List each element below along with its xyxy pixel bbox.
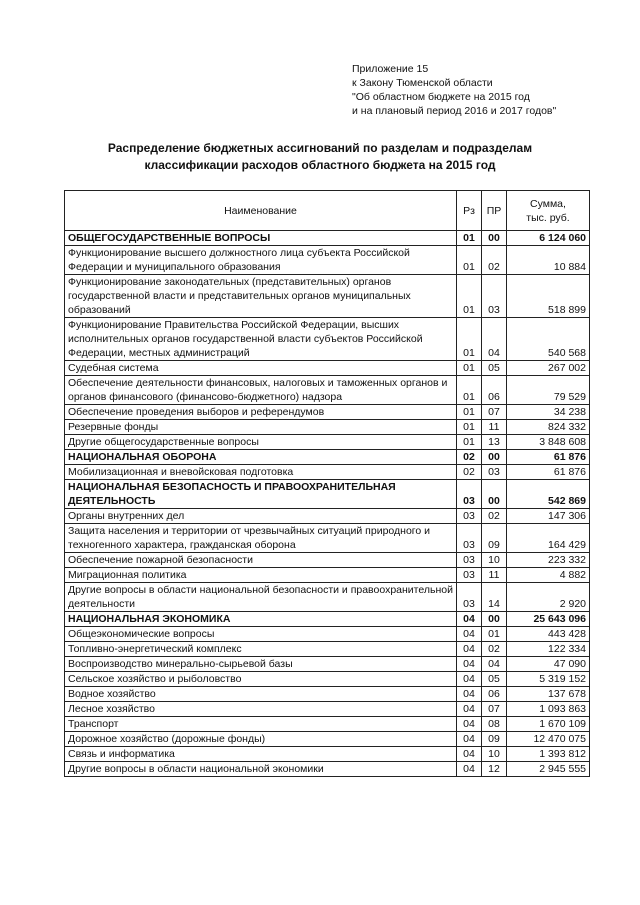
row-pr: 02 xyxy=(482,642,507,657)
row-name: Лесное хозяйство xyxy=(65,702,457,717)
table-row xyxy=(65,376,590,405)
row-rz: 04 xyxy=(457,612,482,627)
row-rz: 01 xyxy=(457,361,482,376)
row-sum: 61 876 xyxy=(507,465,590,480)
row-name: Водное хозяйство xyxy=(65,687,457,702)
table-header-row xyxy=(65,191,590,231)
appendix-line: Приложение 15 xyxy=(352,63,429,75)
row-sum: 34 238 xyxy=(507,405,590,420)
row-pr: 10 xyxy=(482,553,507,568)
table-row xyxy=(65,361,590,376)
row-sum: 12 470 075 xyxy=(507,732,590,747)
row-rz: 01 xyxy=(457,376,482,405)
row-pr: 05 xyxy=(482,672,507,687)
table-row xyxy=(65,568,590,583)
row-rz: 04 xyxy=(457,642,482,657)
row-rz: 01 xyxy=(457,275,482,318)
row-name: Защита населения и территории от чрезвычайных ситуаций природного и техногенного характера, гражданская оборона xyxy=(65,524,457,553)
row-sum: 147 306 xyxy=(507,509,590,524)
row-sum: 3 848 608 xyxy=(507,435,590,450)
table-row xyxy=(65,672,590,687)
row-sum: 2 945 555 xyxy=(507,762,590,777)
row-name: Другие общегосударственные вопросы xyxy=(65,435,457,450)
row-rz: 04 xyxy=(457,672,482,687)
row-sum: 518 899 xyxy=(507,275,590,318)
table-row xyxy=(65,246,590,275)
row-rz: 04 xyxy=(457,732,482,747)
row-name: Функционирование Правительства Российской Федерации, высших исполнительных органов государственной власти субъектов Российской Федерации, местных администраций xyxy=(65,318,457,361)
row-pr: 06 xyxy=(482,376,507,405)
row-rz: 04 xyxy=(457,687,482,702)
row-name: НАЦИОНАЛЬНАЯ ЭКОНОМИКА xyxy=(65,612,457,627)
row-sum: 10 884 xyxy=(507,246,590,275)
table-row xyxy=(65,657,590,672)
row-pr: 00 xyxy=(482,450,507,465)
row-name: Общеэкономические вопросы xyxy=(65,627,457,642)
row-name: Воспроизводство минерально-сырьевой базы xyxy=(65,657,457,672)
row-pr: 01 xyxy=(482,627,507,642)
table-row xyxy=(65,553,590,568)
table-row xyxy=(65,583,590,612)
row-pr: 02 xyxy=(482,509,507,524)
table-row xyxy=(65,275,590,318)
row-pr: 00 xyxy=(482,612,507,627)
row-pr: 04 xyxy=(482,318,507,361)
row-sum: 223 332 xyxy=(507,553,590,568)
row-name: Судебная система xyxy=(65,361,457,376)
row-name: Связь и информатика xyxy=(65,747,457,762)
row-pr: 08 xyxy=(482,717,507,732)
row-name: НАЦИОНАЛЬНАЯ ОБОРОНА xyxy=(65,450,457,465)
row-sum: 79 529 xyxy=(507,376,590,405)
header-sum xyxy=(507,191,590,231)
row-rz: 03 xyxy=(457,509,482,524)
section-row xyxy=(65,480,590,509)
row-pr: 09 xyxy=(482,524,507,553)
row-sum: 1 093 863 xyxy=(507,702,590,717)
row-rz: 04 xyxy=(457,762,482,777)
row-name: Топливно-энергетический комплекс xyxy=(65,642,457,657)
header-rz: Рз xyxy=(457,191,482,231)
row-rz: 01 xyxy=(457,435,482,450)
row-pr: 11 xyxy=(482,420,507,435)
row-name: Миграционная политика xyxy=(65,568,457,583)
row-rz: 01 xyxy=(457,318,482,361)
row-rz: 03 xyxy=(457,583,482,612)
row-pr: 10 xyxy=(482,747,507,762)
row-name: Органы внутренних дел xyxy=(65,509,457,524)
row-sum: 164 429 xyxy=(507,524,590,553)
row-pr: 07 xyxy=(482,702,507,717)
row-pr: 14 xyxy=(482,583,507,612)
row-sum: 25 643 096 xyxy=(507,612,590,627)
row-rz: 03 xyxy=(457,524,482,553)
table-row xyxy=(65,318,590,361)
appendix-line: к Закону Тюменской области xyxy=(352,77,493,89)
row-rz: 03 xyxy=(457,568,482,583)
table-row xyxy=(65,405,590,420)
row-pr: 12 xyxy=(482,762,507,777)
row-name: Функционирование законодательных (представительных) органов государственной власти и представительных органов муниципальных образований xyxy=(65,275,457,318)
header-pr: ПР xyxy=(482,191,507,231)
row-rz: 03 xyxy=(457,553,482,568)
row-rz: 02 xyxy=(457,450,482,465)
row-rz: 04 xyxy=(457,657,482,672)
table-body xyxy=(65,231,590,777)
row-pr: 13 xyxy=(482,435,507,450)
row-rz: 01 xyxy=(457,405,482,420)
table-row xyxy=(65,747,590,762)
row-rz: 04 xyxy=(457,702,482,717)
row-pr: 00 xyxy=(482,231,507,246)
section-row xyxy=(65,450,590,465)
row-pr: 02 xyxy=(482,246,507,275)
table-row xyxy=(65,465,590,480)
row-name: Транспорт xyxy=(65,717,457,732)
row-name: Дорожное хозяйство (дорожные фонды) xyxy=(65,732,457,747)
header-sum-line-1: Сумма, xyxy=(530,197,566,210)
row-sum: 4 882 xyxy=(507,568,590,583)
row-rz: 04 xyxy=(457,717,482,732)
row-pr: 07 xyxy=(482,405,507,420)
row-sum: 267 002 xyxy=(507,361,590,376)
row-name: Функционирование высшего должностного лица субъекта Российской Федерации и муниципального образования xyxy=(65,246,457,275)
appendix-line: "Об областном бюджете на 2015 год xyxy=(352,91,530,103)
row-rz: 02 xyxy=(457,465,482,480)
row-name: ОБЩЕГОСУДАРСТВЕННЫЕ ВОПРОСЫ xyxy=(65,231,457,246)
table-row xyxy=(65,627,590,642)
row-rz: 01 xyxy=(457,420,482,435)
header-sum-line-2: тыс. руб. xyxy=(526,211,570,224)
title-line-2: классификации расходов областного бюджета на 2015 год xyxy=(144,158,496,172)
row-name: Сельское хозяйство и рыболовство xyxy=(65,672,457,687)
row-pr: 04 xyxy=(482,657,507,672)
row-name: Другие вопросы в области национальной безопасности и правоохранительной деятельности xyxy=(65,583,457,612)
row-sum: 2 920 xyxy=(507,583,590,612)
row-pr: 00 xyxy=(482,480,507,509)
table-row xyxy=(65,435,590,450)
row-rz: 04 xyxy=(457,627,482,642)
document-title xyxy=(0,140,640,174)
row-sum: 824 332 xyxy=(507,420,590,435)
table-row xyxy=(65,702,590,717)
table-row xyxy=(65,732,590,747)
row-name: Резервные фонды xyxy=(65,420,457,435)
row-name: Обеспечение проведения выборов и референдумов xyxy=(65,405,457,420)
row-name: Обеспечение деятельности финансовых, налоговых и таможенных органов и органов финансового (финансово-бюджетного) надзора xyxy=(65,376,457,405)
row-name: Другие вопросы в области национальной экономики xyxy=(65,762,457,777)
row-pr: 09 xyxy=(482,732,507,747)
row-pr: 03 xyxy=(482,275,507,318)
header-name: Наименование xyxy=(65,191,457,231)
row-name: Обеспечение пожарной безопасности xyxy=(65,553,457,568)
row-rz: 01 xyxy=(457,246,482,275)
section-row xyxy=(65,612,590,627)
title-line-1: Распределение бюджетных ассигнований по разделам и подразделам xyxy=(107,141,533,155)
budget-table xyxy=(64,190,590,777)
row-pr: 11 xyxy=(482,568,507,583)
row-pr: 06 xyxy=(482,687,507,702)
row-name: Мобилизационная и вневойсковая подготовка xyxy=(65,465,457,480)
appendix-note xyxy=(352,62,556,118)
section-row xyxy=(65,231,590,246)
row-sum: 61 876 xyxy=(507,450,590,465)
row-sum: 137 678 xyxy=(507,687,590,702)
row-sum: 6 124 060 xyxy=(507,231,590,246)
table-row xyxy=(65,762,590,777)
row-sum: 122 334 xyxy=(507,642,590,657)
row-sum: 1 393 812 xyxy=(507,747,590,762)
appendix-line: и на плановый период 2016 и 2017 годов" xyxy=(352,105,557,117)
row-rz: 03 xyxy=(457,480,482,509)
row-name: НАЦИОНАЛЬНАЯ БЕЗОПАСНОСТЬ И ПРАВООХРАНИТЕЛЬНАЯ ДЕЯТЕЛЬНОСТЬ xyxy=(65,480,457,509)
row-rz: 04 xyxy=(457,747,482,762)
table-row xyxy=(65,687,590,702)
row-sum: 443 428 xyxy=(507,627,590,642)
table-row xyxy=(65,717,590,732)
row-sum: 47 090 xyxy=(507,657,590,672)
row-sum: 1 670 109 xyxy=(507,717,590,732)
row-pr: 03 xyxy=(482,465,507,480)
row-rz: 01 xyxy=(457,231,482,246)
table-row xyxy=(65,509,590,524)
row-sum: 542 869 xyxy=(507,480,590,509)
table-row xyxy=(65,420,590,435)
table-row xyxy=(65,524,590,553)
row-sum: 5 319 152 xyxy=(507,672,590,687)
table-row xyxy=(65,642,590,657)
row-pr: 05 xyxy=(482,361,507,376)
row-sum: 540 568 xyxy=(507,318,590,361)
